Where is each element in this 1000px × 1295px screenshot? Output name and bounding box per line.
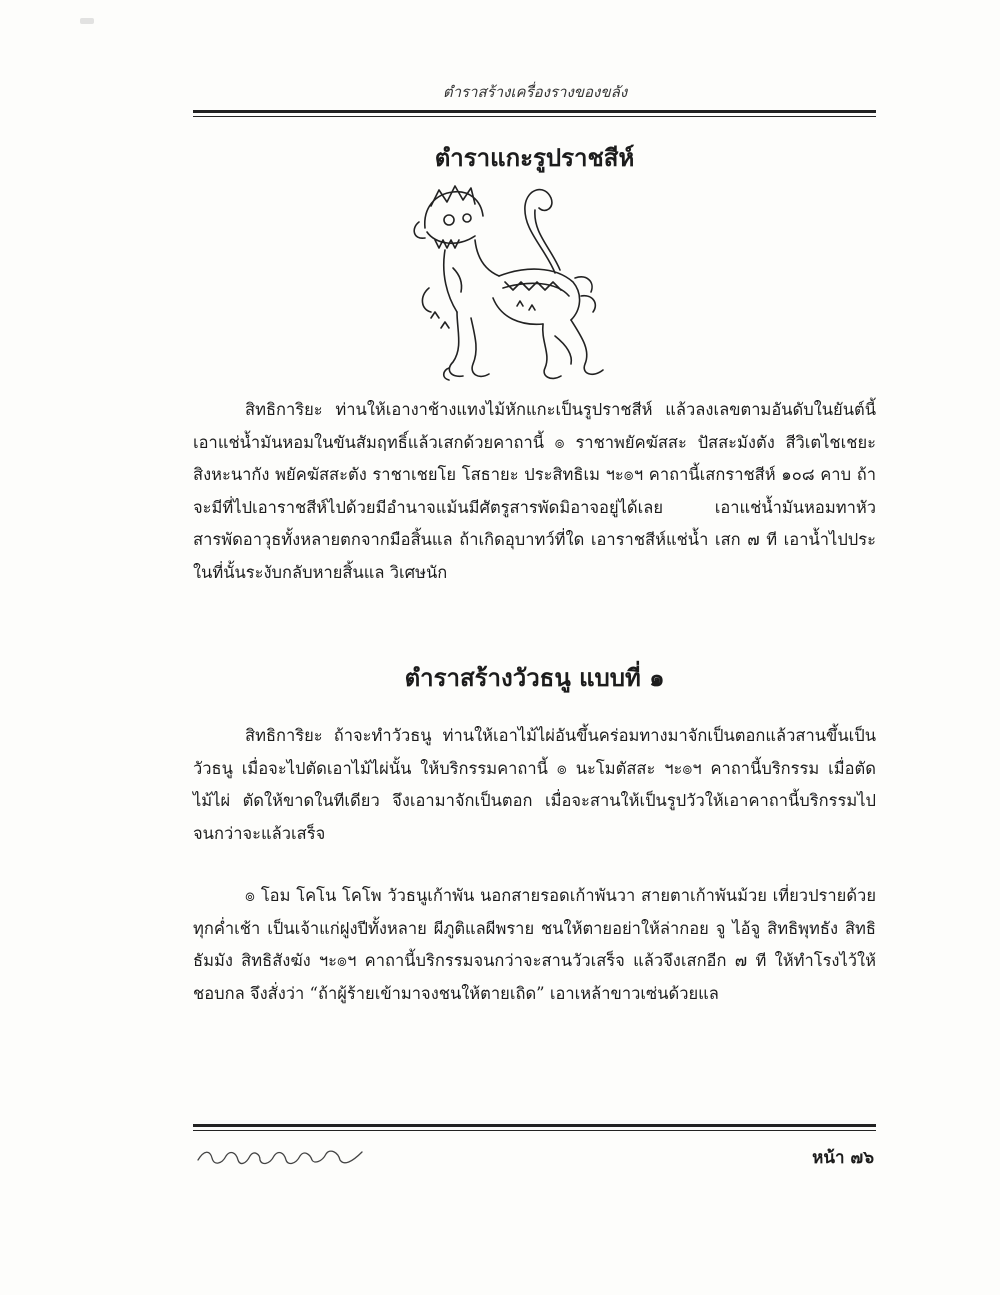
incantation-text: ๏ โอม โคโน โคโพ วัวธนูเก้าพัน นอกสายรอดเก้าพันวา สายตาเก้าพันม้วย เที่ยวปรายด้วยทุกค่ำเช้า เป็นเจ้าแก่ฝูงปีทั้งหลาย ผีภูติแลผีพราย ชนให้ตายอย่าให้ล่ากอย จู ไอ้จู สิทธิพุทธัง สิทธิธัมมัง สิทธิสังฆัง ฯะ๏ฯ คาถานี้บริกรรมจนกว่าจะสานวัวเสร็จ แล้วจึงเสกอีก ๗ ที ให้ทำโรงไว้ให้ชอบกล จึงสั่งว่า “ถ้าผู้ร้ายเข้ามาจงชนให้ตายเถิด” เอาเหล้าขาวเซ่นด้วยแล [193,886,876,1003]
section-2-incantation [193,880,876,1010]
header-rule-thick [193,110,876,113]
footer-rule-thin [193,1130,876,1131]
section-2-paragraph [193,720,876,850]
paragraph-text: สิทธิการิยะ ถ้าจะทำวัวธนู ท่านให้เอาไม้ไผ่อันขึ้นคร่อมทางมาจักเป็นตอกแล้วสานขึ้นเป็นวัวธนู เมื่อจะไปตัดเอาไม้ไผ่นั้น ให้บริกรรมคาถานี้ ๏ นะโมตัสสะ ฯะ๏ฯ คาถานี้บริกรรม เมื่อตัดไม้ไผ่ ตัดให้ขาดในทีเดียว จึงเอามาจักเป็นตอก เมื่อจะสานให้เป็นรูปวัวให้เอาคาถานี้บริกรรมไปจนกว่าจะแล้วเสร็จ [193,726,876,843]
section-title-lion-carving: ตำราแกะรูปราชสีห์ [434,143,635,172]
header-rule-thin [193,116,876,117]
page-number: หน้า ๗๖ [812,1148,874,1168]
footer-rule-thick [193,1124,876,1127]
paragraph-text: สิทธิการิยะ ท่านให้เอางาช้างแทงไม้หักแกะเป็นรูปราชสีห์ แล้วลงเลขตามอันดับในยันต์นี้ เอาแช่น้ำมันหอมในขันสัมฤทธิ์แล้วเสกด้วยคาถานี้ ๏ ราชาพยัคฆัสสะ ปัสสะมังตัง สีวิเตไชเชยะ สิงหะนากัง พยัคฆัสสะตัง ราชาเชยโย โสธายะ ประสิทธิเม ฯะ๏ฯ คาถานี้เสกราชสีห์ ๑๐๘ คาบ ถ้าจะมีที่ไปเอาราชสีห์ไปด้วยมีอำนาจแม้นมีศัตรูสารพัดมิอาจอยู่ได้เลย เอาแช่น้ำมันหอมทาหัว สารพัดอาวุธทั้งหลายตกจากมือสิ้นแล ถ้าเกิดอุบาทว์ที่ใด เอาราชสีห์แช่น้ำ เสก ๗ ที เอาน้ำไปประในที่นั้นระงับกลับหายสิ้นแล วิเศษนัก [193,400,876,582]
lion-illustration [405,178,620,388]
section-title-wua-thanu: ตำราสร้างวัวธนู แบบที่ ๑ [404,663,665,692]
handwritten-signature [196,1142,366,1170]
scan-speck [80,18,94,24]
section-1-paragraph [193,394,876,589]
running-header: ตำราสร้างเครื่องรางของขลัง [442,83,628,101]
